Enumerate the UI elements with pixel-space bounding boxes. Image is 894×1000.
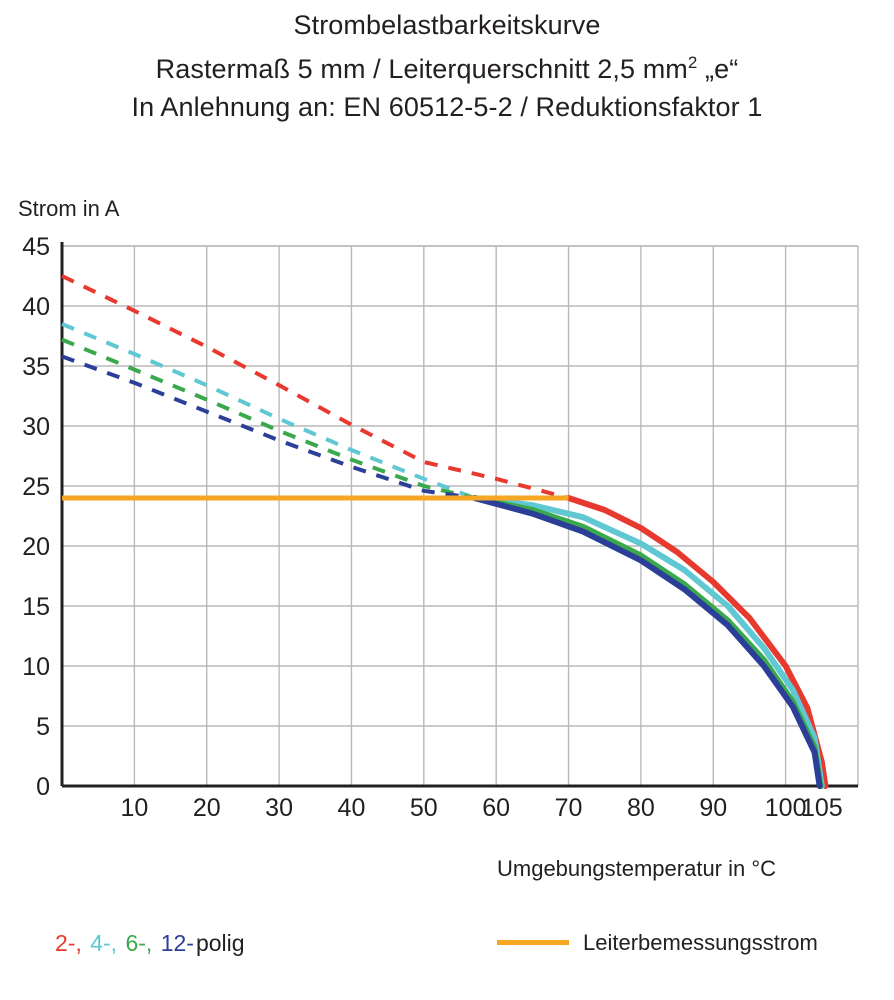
rated-current-line-swatch [497, 940, 569, 945]
svg-text:105: 105 [800, 794, 843, 822]
svg-text:40: 40 [337, 794, 366, 822]
x-axis-label: Umgebungstemperatur in °C [497, 856, 777, 881]
legend-rated-current-label: Leiterbemessungsstrom [583, 930, 818, 955]
svg-text:40: 40 [22, 293, 50, 321]
svg-text:30: 30 [22, 413, 50, 441]
title-line-2-text: Rastermaß 5 mm / Leiterquerschnitt 2,5 mm [155, 54, 688, 84]
legend-series-group [55, 930, 247, 957]
svg-text:50: 50 [409, 794, 438, 822]
svg-text:80: 80 [627, 794, 655, 822]
svg-text:60: 60 [482, 794, 511, 822]
svg-text:10: 10 [22, 653, 50, 681]
svg-text:90: 90 [699, 794, 728, 822]
chart-legend [0, 930, 894, 990]
svg-text:20: 20 [22, 533, 50, 561]
svg-text:15: 15 [22, 593, 50, 621]
legend-item-12-polig: 12- [160, 930, 194, 956]
legend-item-4-polig: 4-, [90, 930, 118, 956]
title-line-2-sup: 2 [687, 53, 698, 72]
svg-text:45: 45 [22, 233, 50, 261]
title-line-2-suffix: „e“ [697, 54, 739, 84]
svg-text:35: 35 [22, 353, 50, 381]
legend-item-polig-suffix: polig [195, 930, 245, 956]
svg-text:10: 10 [120, 794, 149, 822]
svg-text:25: 25 [22, 473, 50, 501]
svg-text:30: 30 [265, 794, 293, 822]
y-axis-label: Strom in A [18, 196, 120, 221]
title-line-3: In Anlehnung an: EN 60512-5-2 / Reduktionsfaktor 1 [131, 92, 763, 122]
svg-text:100: 100 [764, 794, 807, 822]
title-line-1: Strombelastbarkeitskurve [293, 10, 601, 40]
svg-text:20: 20 [192, 794, 221, 822]
svg-text:5: 5 [36, 713, 50, 741]
svg-text:0: 0 [36, 773, 50, 801]
legend-item-2-polig: 2-, [55, 930, 82, 956]
legend-item-6-polig: 6-, [125, 930, 153, 956]
svg-text:70: 70 [554, 794, 583, 822]
legend-rated-current [497, 930, 818, 956]
